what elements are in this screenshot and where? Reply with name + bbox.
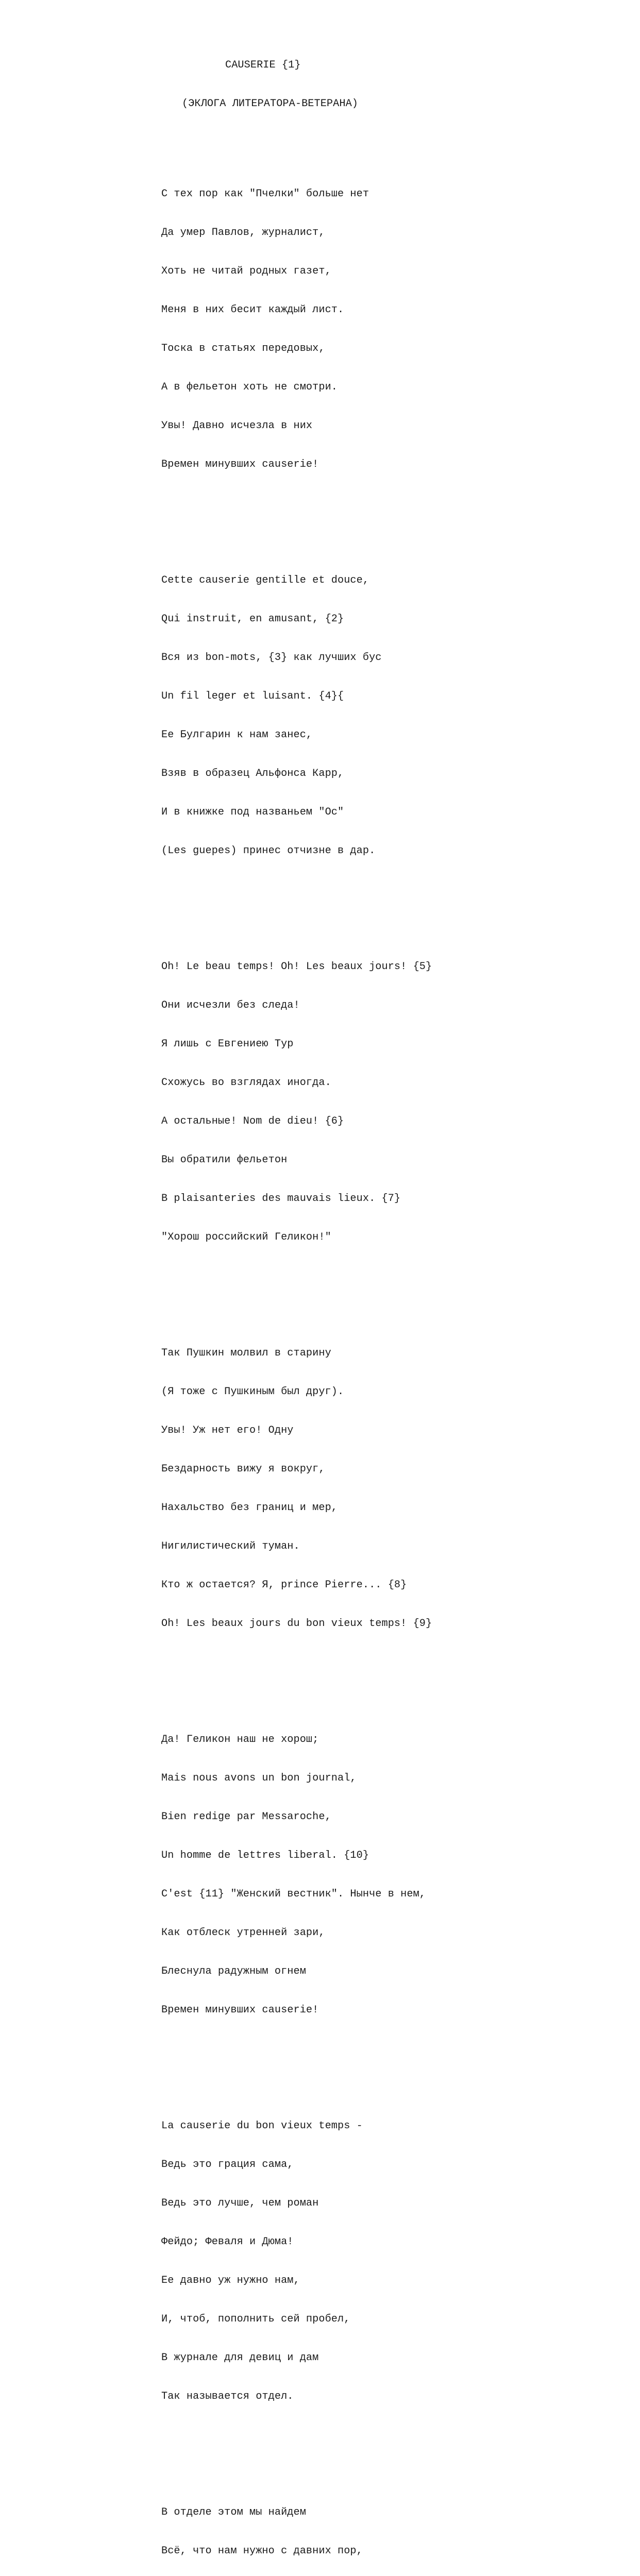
- poem-line: Ведь это лучше, чем роман: [161, 2197, 319, 2209]
- poem-content: [161, 33, 584, 2576]
- poem-line: (Les guepes) принес отчизне в дар.: [161, 845, 376, 857]
- poem-line: Нахальство без границ и мер,: [161, 1502, 338, 1514]
- poem-line: Бездарность вижу я вокруг,: [161, 1463, 325, 1475]
- poem-line: Ее Булгарин к нам занес,: [161, 729, 313, 741]
- poem-line: Un homme de lettres liberal. {10}: [161, 1850, 369, 1861]
- poem-line: Bien redige par Messaroche,: [161, 1811, 331, 1823]
- poem-line: Так называется отдел.: [161, 2391, 294, 2402]
- poem-line: А остальные! Nom de dieu! {6}: [161, 1115, 344, 1127]
- poem-line: Вы обратили фельетон: [161, 1154, 288, 1166]
- poem-line: "Хорош российский Геликон!": [161, 1231, 331, 1243]
- poem-line: В журнале для девиц и дам: [161, 2352, 319, 2364]
- stanza-2: [161, 548, 584, 883]
- poem-line: Я лишь с Евгениею Тур: [161, 1038, 294, 1050]
- poem-line: Да умер Павлов, журналист,: [161, 227, 325, 239]
- stanza-6: [161, 2094, 584, 2429]
- poem-line: Нигилистический туман.: [161, 1540, 300, 1552]
- poem-line: Хоть не читай родных газет,: [161, 265, 331, 277]
- stanza-7: [161, 2480, 584, 2576]
- poem-line: Mais nous avons un bon journal,: [161, 1772, 357, 1784]
- poem-line: Увы! Давно исчезла в них: [161, 420, 313, 432]
- poem-line: И в книжке под названьем "Ос": [161, 806, 344, 818]
- poem-line: С тех пор как "Пчелки" больше нет: [161, 188, 369, 200]
- poem-line: Как отблеск утренней зари,: [161, 1927, 325, 1939]
- stanza-3: [161, 935, 584, 1269]
- poem-line: C'est {11} "Женский вестник". Нынче в нем,: [161, 1888, 426, 1900]
- poem-line: В plaisanteries des mauvais lieux. {7}: [161, 1193, 401, 1205]
- stanza-4: [161, 1321, 584, 1656]
- stanza-1: [161, 162, 584, 497]
- poem-line: В отделе этом мы найдем: [161, 2506, 306, 2518]
- poem-line: Ее давно уж нужно нам,: [161, 2275, 300, 2286]
- poem-line: Un fil leger et luisant. {4}{: [161, 690, 344, 702]
- poem-line: (Я тоже с Пушкиным был друг).: [161, 1386, 344, 1398]
- poem-line: Oh! Le beau temps! Oh! Les beaux jours! {5}: [161, 961, 432, 973]
- poem-line: Да! Геликон наш не хорош;: [161, 1734, 319, 1745]
- poem-line: Ведь это грация сама,: [161, 2159, 294, 2171]
- poem-line: И, чтоб, пополнить сей пробел,: [161, 2313, 350, 2325]
- poem-line: Так Пушкин молвил в старину: [161, 1347, 331, 1359]
- poem-line: Схожусь во взглядах иногда.: [161, 1077, 331, 1089]
- poem-line: Всё, что нам нужно с давних пор,: [161, 2545, 363, 2557]
- poem-line: Oh! Les beaux jours du bon vieux temps! {9}: [161, 1618, 432, 1630]
- poem-line: Кто ж остается? Я, prince Pierre... {8}: [161, 1579, 407, 1591]
- poem-line: Вся из bon-mots, {3} как лучших бус: [161, 652, 382, 664]
- poem-line: La causerie du bon vieux temps -: [161, 2120, 363, 2132]
- poem-line: Они исчезли без следа!: [161, 999, 300, 1011]
- poem-line: Cette causerie gentille et douce,: [161, 574, 369, 586]
- stanza-5: [161, 1707, 584, 2042]
- poem-line: Qui instruit, en amusant, {2}: [161, 613, 344, 625]
- poem-line: Взяв в образец Альфонса Карр,: [161, 768, 344, 779]
- poem-title: CAUSERIE {1}: [225, 59, 301, 71]
- poem-line: Тоска в статьях передовых,: [161, 343, 325, 354]
- poem-subtitle: (ЭКЛОГА ЛИТЕРАТОРА-ВЕТЕРАНА): [182, 98, 359, 110]
- poem-line: Увы! Уж нет его! Одну: [161, 1425, 294, 1436]
- poem-line: Фейдо; Феваля и Дюма!: [161, 2236, 294, 2248]
- poem-line: Меня в них бесит каждый лист.: [161, 304, 344, 316]
- poem-line: А в фельетон хоть не смотри.: [161, 381, 338, 393]
- poem-line: Времен минувших causerie!: [161, 2004, 319, 2016]
- poem-line: Блеснула радужным огнем: [161, 1965, 306, 1977]
- poem-line: Времен минувших causerie!: [161, 459, 319, 470]
